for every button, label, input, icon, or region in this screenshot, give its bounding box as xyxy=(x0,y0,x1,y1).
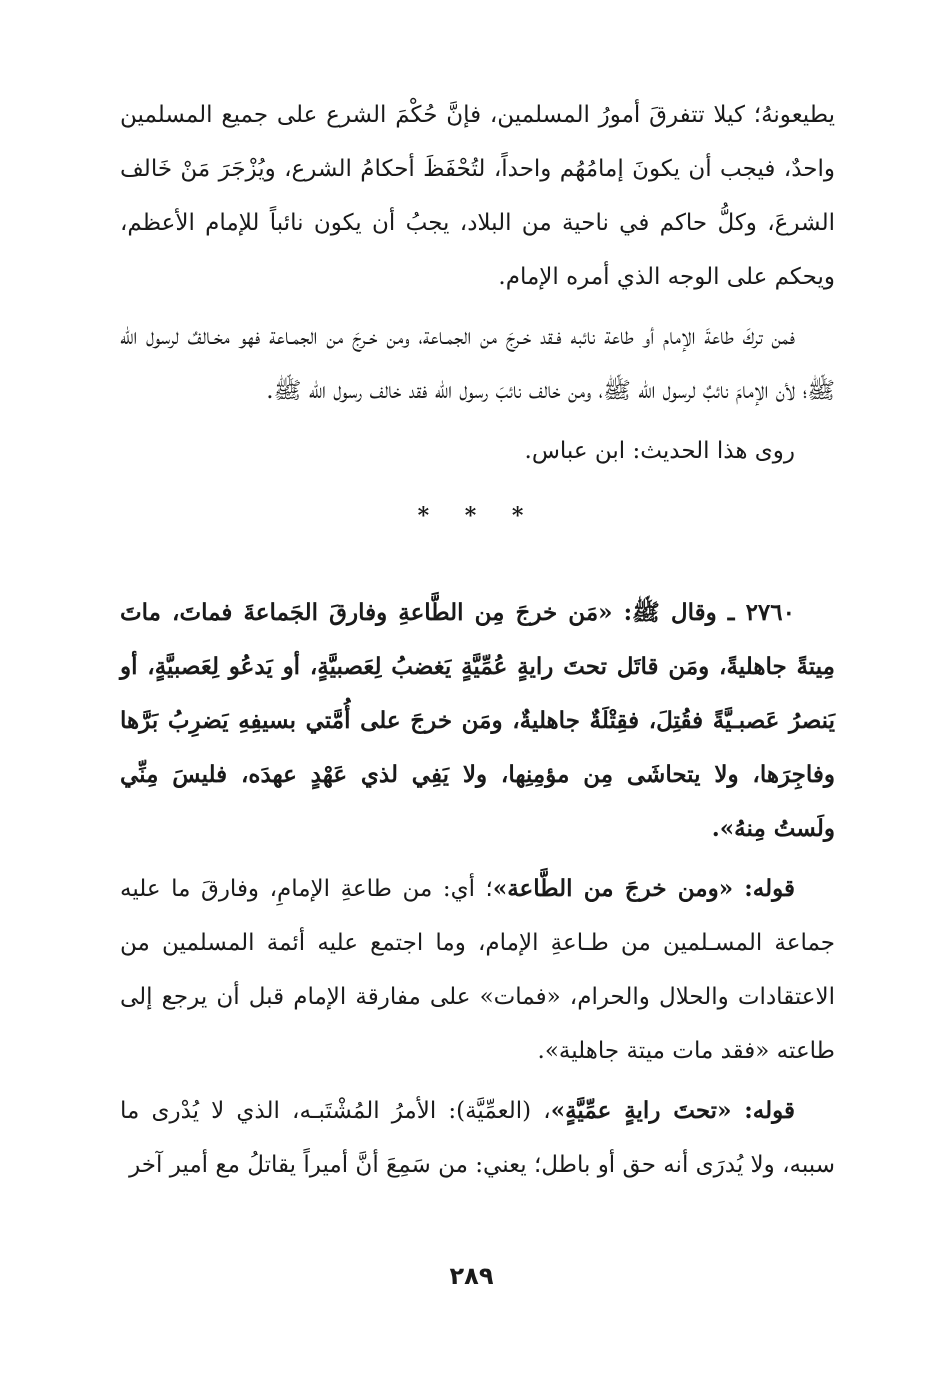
commentary-obedience xyxy=(120,862,835,1078)
section-separator: * * * xyxy=(417,503,538,529)
page-body xyxy=(120,88,835,1308)
page-number: ٢٨٩ xyxy=(449,1262,494,1290)
commentary-body: ، (العمِّيَّة): الأمرُ المُشْتَبـه، الذي لا يُدْرى ما سببه، ولا يُدرَى أنه حق أو باطل؛ يعني: من سَمِعَ أنَّ أميراً يقاتلُ مع أمير آخر xyxy=(120,1098,835,1178)
commentary-banner xyxy=(120,1084,835,1192)
commentary-label: قوله: «ومن خرجَ من الطَّاعة» xyxy=(492,875,795,902)
hadith-text: ٢٧٦٠ ـ وقال ﷺ: «مَن خرجَ مِن الطَّاعةِ وفارقَ الجَماعةَ فماتَ، ماتَ مِيتةً جاهليةً، ومَن قاتَل تحتَ رايةٍ عُمِّيَّةٍ يَغضبُ لِعَصبيَّةٍ، أو يَدعُو لِعَصبيَّةٍ، أو يَنصرُ عَصبـيَّةً فقُتِلَ، فقِتْلَةٌ جاهليةٌ، ومَن خرجَ على أُمَّتي بسيفِهِ يَضرِبُ بَرَّها وفاجِرَها، ولا يتحاشَى مِن مؤمِنِها، ولا يَفِي لذي عَهْدٍ عهدَه، فليسَ مِنِّي ولَستُ مِنهُ». xyxy=(120,599,835,842)
commentary-body: ؛ أي: من طاعةِ الإمامِ، وفارقَ ما عليه جماعة المسـلمين من طـاعةِ الإمام، وما اجتمع عليه أئمة المسلمين من الاعتقادات والحلال والحرام، «فمات» على مفارقة الإمام قبل أن يرجع إلى طاعته «فقد مات ميتة جاهلية». xyxy=(120,876,835,1064)
paragraph-obedience: يطيعونهُ؛ كيلا تتفرقَ أمورُ المسلمين، فإنَّ حُكْمَ الشرع على جميع المسلمين واحدٌ، فيجب أن يكونَ إمامُهُم واحداً، لتُحْفَظَ أحكامُ الشرع، ويُزْجَرَ مَنْ خَالف الشرعَ، وكلُّ حاكم في ناحية من البلاد، يجبُ أن يكون نائباً للإمام الأعظم، ويحكم على الوجه الذي أمره الإمام. xyxy=(120,102,835,290)
paragraph-leaving-community: فمن تركَ طاعةَ الإمام أو طاعة نائبه فـقد خـرجَ من الجمـاعة، ومن خـرجَ من الجمـاعة فهو مخـالفٌ لرسول الله ﷺ؛ لأن الإمامَ نائبٌ لرسول الله ﷺ، ومن خالف نائبَ رسول الله فقد خالف رسول الله ﷺ. xyxy=(120,324,835,404)
paragraph-narrator: روى هذا الحديث: ابن عباس. xyxy=(524,438,795,464)
commentary-label: قوله: «تحتَ رايةٍ عمِّيَّةٍ» xyxy=(550,1097,795,1124)
